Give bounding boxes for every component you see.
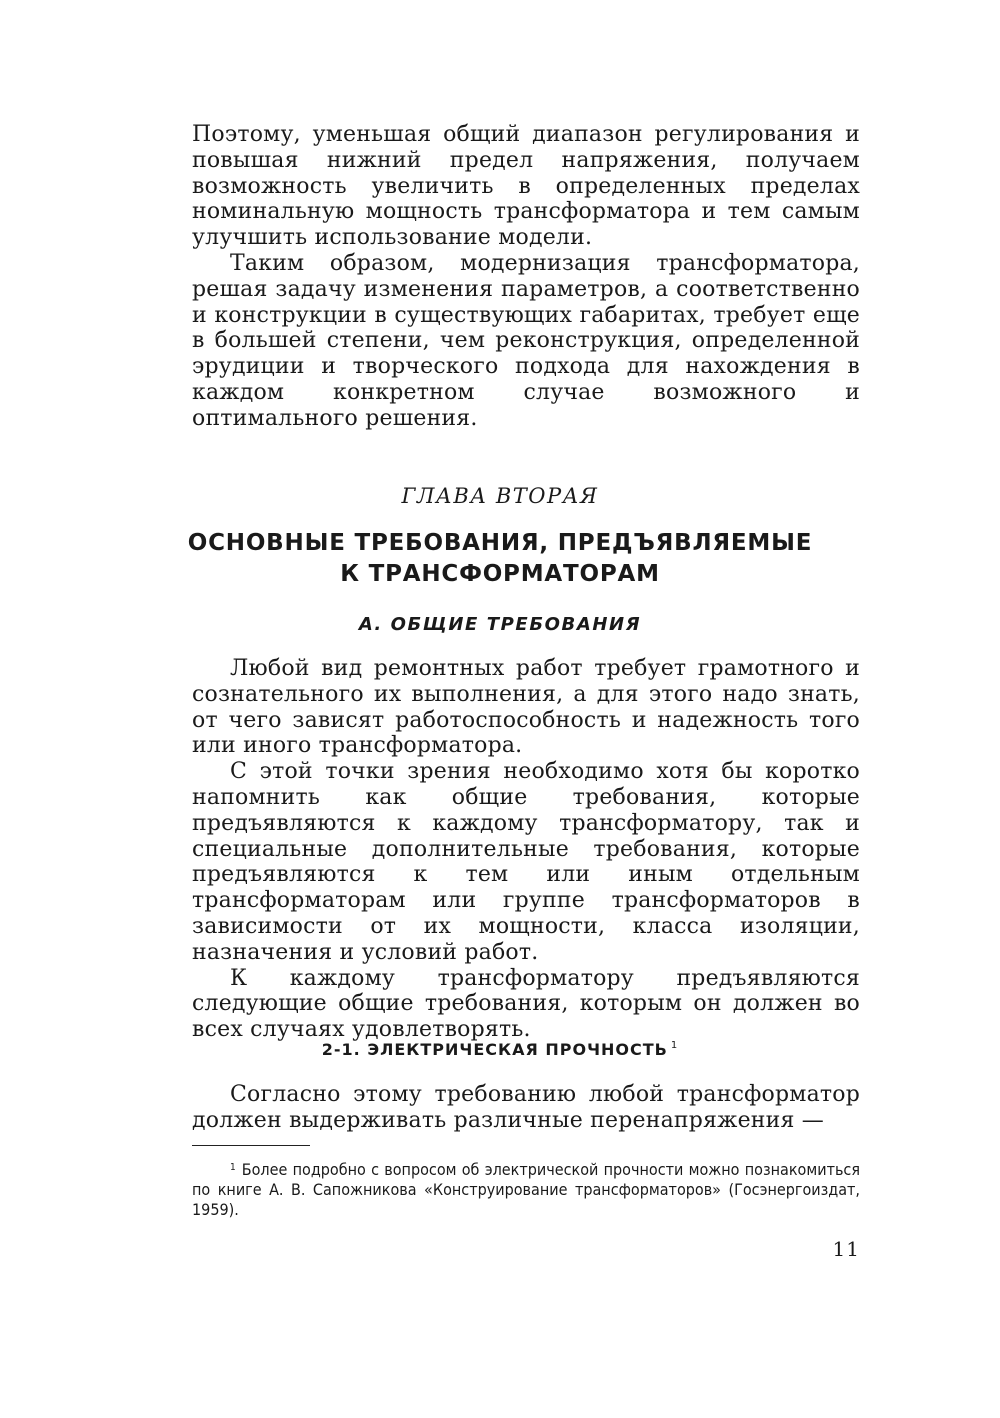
section-paragraph-3: К каждому трансформатору предъявляются следующие общие требования, которым он должен во всех случаях удовлетворять. bbox=[192, 965, 860, 1043]
subsection-title-text: 2-1. ЭЛЕКТРИЧЕСКАЯ ПРОЧНОСТЬ bbox=[321, 1040, 668, 1059]
page-number: 11 bbox=[832, 1237, 860, 1261]
chapter-title-line-2: К ТРАНСФОРМАТОРАМ bbox=[340, 561, 660, 587]
footnote-marker: 1 bbox=[230, 1162, 236, 1173]
section-body bbox=[192, 656, 860, 1043]
section-paragraph-1: Любой вид ремонтных работ требует грамотного и сознательного их выполнения, а для этого надо знать, от чего зависят работоспособность и надежность того или иного трансформатора. bbox=[192, 656, 860, 759]
chapter-title-line-1: ОСНОВНЫЕ ТРЕБОВАНИЯ, ПРЕДЪЯВЛЯЕМЫЕ bbox=[187, 530, 813, 556]
section-paragraph-2: С этой точки зрения необходимо хотя бы коротко напомнить как общие требования, которые предъявляются к каждому трансформатору, так и специальные дополнительные требования, которые предъявляются к тем или иным отдельным трансформаторам или группе трансформаторов в зависимости от их мощности, класса изоляции, назначения и условий работ. bbox=[192, 759, 860, 965]
subsection-title bbox=[0, 1040, 1000, 1059]
intro-block bbox=[192, 122, 860, 432]
subsection-paragraph-1: Согласно этому требованию любой трансформатор должен выдерживать различные перенапряжения — bbox=[192, 1082, 860, 1133]
chapter-title bbox=[0, 528, 1000, 590]
intro-paragraph-2: Таким образом, модернизация трансформатора, решая задачу изменения параметров, а соответственно и конструкции в существующих габаритах, требует еще в большей степени, чем реконструкция, определенной эрудиции и творческого подхода для нахождения в каждом конкретном случае возможного и оптимального решения. bbox=[192, 250, 860, 431]
footnote-reference: 1 bbox=[670, 1040, 679, 1051]
footnote bbox=[192, 1158, 860, 1220]
section-title: А. ОБЩИЕ ТРЕБОВАНИЯ bbox=[358, 614, 642, 635]
footnote-divider bbox=[192, 1145, 310, 1146]
intro-paragraph-1: Поэтому, уменьшая общий диапазон регулирования и повышая нижний предел напряжения, получаем возможность увеличить в определенных пределах номинальную мощность трансформатора и тем самым улучшить использование модели. bbox=[192, 122, 860, 251]
subsection-body bbox=[192, 1082, 860, 1134]
footnote-text: Более подробно с вопросом об электрической прочности можно познакомиться по книге А. В. Сапожникова «Конструирование трансформаторов» (Госэнергоиздат, 1959). bbox=[192, 1160, 860, 1219]
chapter-label: ГЛАВА ВТОРАЯ bbox=[401, 484, 599, 508]
